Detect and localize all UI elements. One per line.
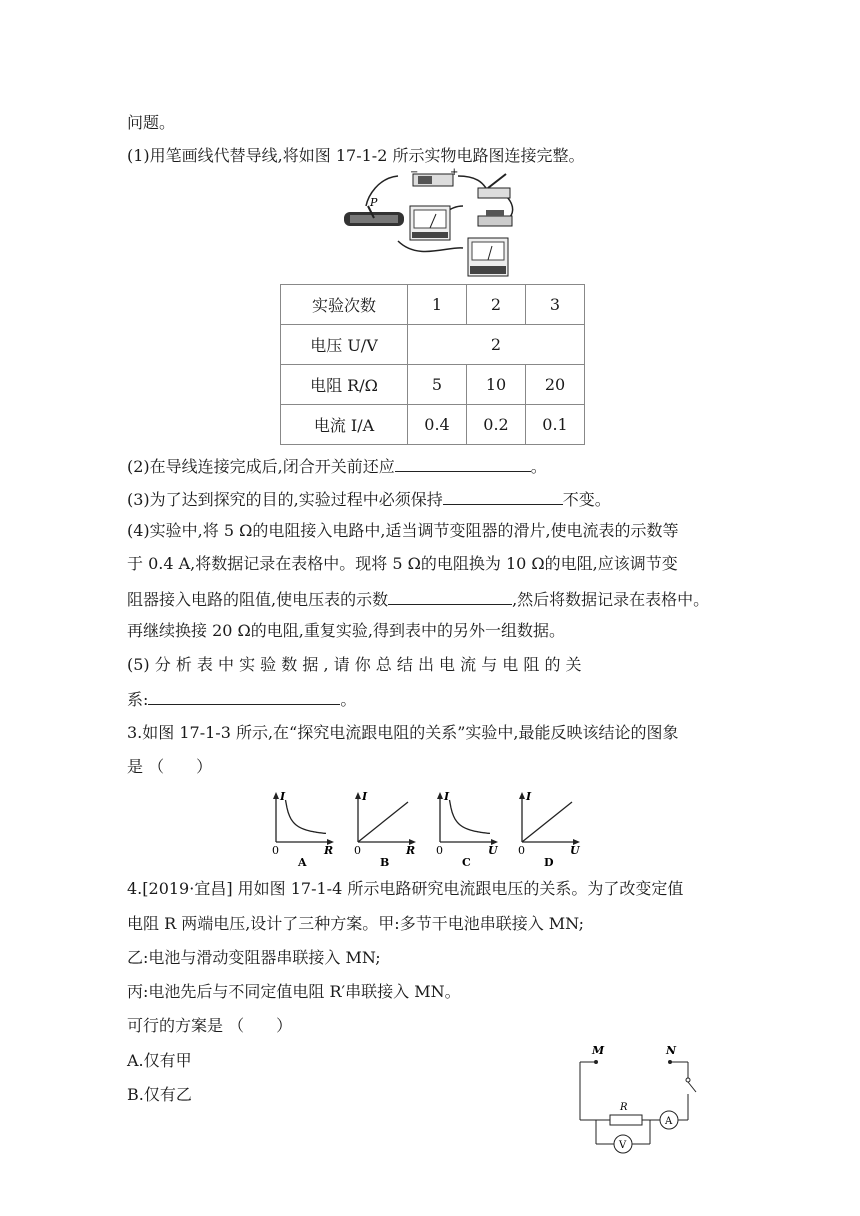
text: 。 xyxy=(530,457,547,476)
table-row xyxy=(281,405,585,445)
text-line xyxy=(127,621,565,641)
text: 可行的方案是 （ ） xyxy=(127,1016,293,1035)
text-line xyxy=(127,948,381,968)
graphs-figure xyxy=(266,786,596,870)
p-label: P xyxy=(370,196,378,209)
y-axis-arrow xyxy=(273,792,279,799)
text: 乙:电池与滑动变阻器串联接入 MN; xyxy=(127,948,381,967)
table-cell: 1 xyxy=(408,285,467,325)
ammeter-label: A xyxy=(665,1116,673,1127)
table-cell: 10 xyxy=(467,365,526,405)
graph-curve xyxy=(522,802,572,842)
y-axis-label: I xyxy=(280,790,286,803)
m-label: M xyxy=(592,1044,605,1057)
answer-blank[interactable] xyxy=(148,688,340,705)
table-cell: 电阻 R/Ω xyxy=(281,365,408,405)
voltmeter-label: V xyxy=(619,1140,627,1151)
text: 再继续换接 20 Ω的电阻,重复实验,得到表中的另外一组数据。 xyxy=(127,621,565,640)
x-axis-label: U xyxy=(488,844,498,857)
question-2-part-2 xyxy=(127,455,547,477)
answer-blank[interactable] xyxy=(388,588,512,605)
y-axis-label: I xyxy=(362,790,368,803)
graph-curve xyxy=(286,800,327,833)
table-row xyxy=(281,325,585,365)
text: ,然后将数据记录在表格中。 xyxy=(512,590,710,609)
table-cell: 电压 U/V xyxy=(281,325,408,365)
question-2-part-4 xyxy=(127,521,679,541)
table-cell: 实验次数 xyxy=(281,285,408,325)
table-cell: 20 xyxy=(526,365,585,405)
text: 于 0.4 A,将数据记录在表格中。现将 5 Ω的电阻换为 10 Ω的电阻,应该调节变 xyxy=(127,554,678,573)
panel-label: D xyxy=(544,856,554,869)
option-b[interactable] xyxy=(127,1085,192,1105)
answer-blank[interactable] xyxy=(395,455,531,472)
origin-label: 0 xyxy=(436,844,443,857)
table-cell: 0.1 xyxy=(526,405,585,445)
data-table xyxy=(280,284,585,445)
x-axis-label: R xyxy=(324,844,334,857)
text-line xyxy=(127,588,709,610)
text: 问题。 xyxy=(127,113,176,132)
x-axis-label: U xyxy=(570,844,580,857)
option-a[interactable] xyxy=(127,1051,192,1071)
panel-label: B xyxy=(380,856,390,869)
text-line xyxy=(127,982,461,1002)
y-axis-label: I xyxy=(526,790,532,803)
minus-label: − xyxy=(410,167,419,178)
text: 阻器接入电路的阻值,使电压表的示数 xyxy=(127,590,389,609)
y-axis-arrow xyxy=(437,792,443,799)
text: 3.如图 17-1-3 所示,在“探究电流跟电阻的关系”实验中,最能反映该结论的图象 xyxy=(127,723,679,742)
text: A.仅有甲 xyxy=(127,1051,192,1070)
text: (1)用笔画线代替导线,将如图 17-1-2 所示实物电路图连接完整。 xyxy=(127,146,585,165)
text-line xyxy=(127,914,584,934)
panel-label: C xyxy=(462,856,471,869)
answer-blank[interactable] xyxy=(443,488,563,505)
table-cell: 电流 I/A xyxy=(281,405,408,445)
plus-label: + xyxy=(450,167,459,178)
question-2-part-1 xyxy=(127,146,584,166)
table-cell: 0.2 xyxy=(467,405,526,445)
origin-label: 0 xyxy=(272,844,279,857)
question-2-part-5 xyxy=(127,655,582,675)
text: 。 xyxy=(340,690,357,709)
origin-label: 0 xyxy=(354,844,361,857)
question-4 xyxy=(127,879,683,899)
panel-label: A xyxy=(298,856,307,869)
text: 系: xyxy=(127,690,149,709)
graph-curve xyxy=(358,802,408,842)
question-3-bracket xyxy=(127,757,212,777)
question-3 xyxy=(127,723,679,743)
table-cell: 2 xyxy=(467,285,526,325)
table-cell: 5 xyxy=(408,365,467,405)
text: 是 （ ） xyxy=(127,757,213,776)
table-cell: 0.4 xyxy=(408,405,467,445)
origin-label: 0 xyxy=(518,844,525,857)
text-line xyxy=(127,554,678,574)
question-4-prompt xyxy=(127,1016,292,1036)
text: (2)在导线连接完成后,闭合开关前还应 xyxy=(127,457,395,476)
text: (5) 分 析 表 中 实 验 数 据 , 请 你 总 结 出 电 流 与 电 阻 的 关 xyxy=(127,655,582,674)
y-axis-arrow xyxy=(519,792,525,799)
text-line xyxy=(127,113,175,133)
text-line xyxy=(127,688,356,710)
text: 电阻 R 两端电压,设计了三种方案。甲:多节干电池串联接入 MN; xyxy=(127,914,584,933)
table-cell: 3 xyxy=(526,285,585,325)
text: 4.[2019·宜昌] 用如图 17-1-4 所示电路研究电流跟电压的关系。为了改变定值 xyxy=(127,879,684,898)
y-axis-label: I xyxy=(444,790,450,803)
circuit-figure xyxy=(572,1040,702,1160)
table-cell: 2 xyxy=(408,325,585,365)
graph-curve xyxy=(450,800,491,833)
text: 不变。 xyxy=(562,490,611,509)
y-axis-arrow xyxy=(355,792,361,799)
table-row xyxy=(281,285,585,325)
table-row xyxy=(281,365,585,405)
n-label: N xyxy=(666,1044,677,1057)
x-axis-label: R xyxy=(406,844,416,857)
apparatus-figure xyxy=(338,166,528,284)
question-2-part-3 xyxy=(127,488,611,510)
text: (3)为了达到探究的目的,实验过程中必须保持 xyxy=(127,490,443,509)
text: B.仅有乙 xyxy=(127,1085,192,1104)
text: 丙:电池先后与不同定值电阻 R′串联接入 MN。 xyxy=(127,982,461,1001)
text: (4)实验中,将 5 Ω的电阻接入电路中,适当调节变阻器的滑片,使电流表的示数等 xyxy=(127,521,679,540)
r-label: R xyxy=(620,1102,628,1113)
